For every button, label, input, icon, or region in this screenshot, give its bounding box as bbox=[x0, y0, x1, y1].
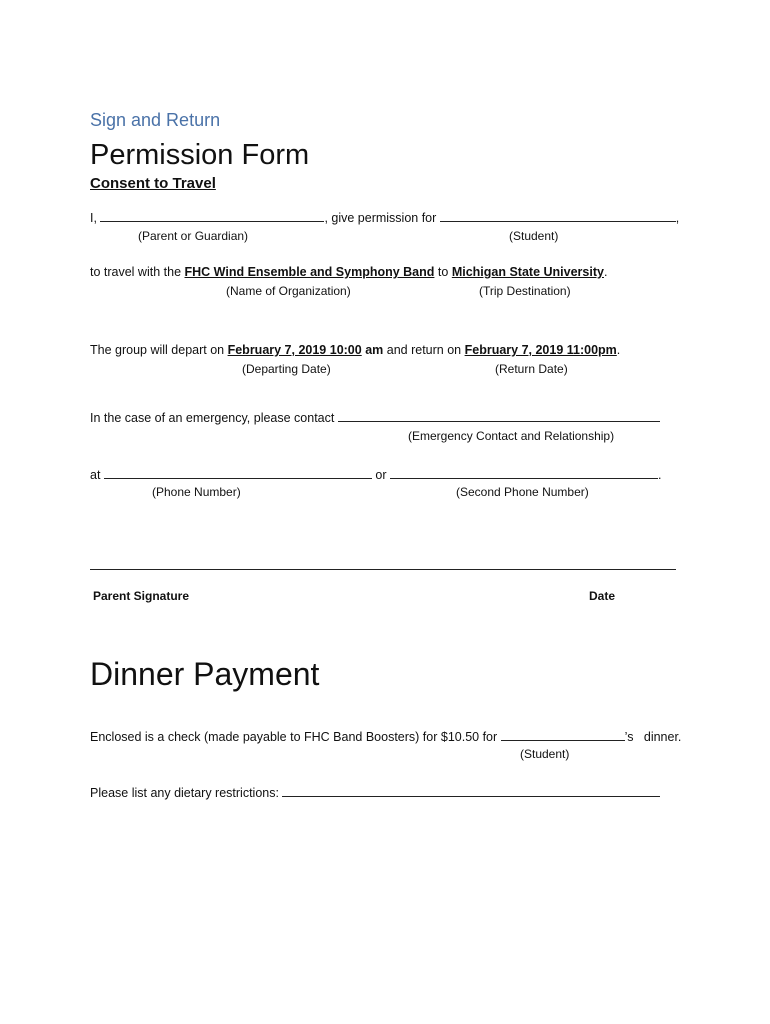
phone-number-field[interactable] bbox=[104, 466, 372, 479]
dietary-restrictions-field[interactable] bbox=[282, 784, 660, 797]
destination-value: Michigan State University bbox=[451, 265, 604, 279]
second-phone-label: (Second Phone Number) bbox=[456, 485, 589, 499]
destination-label: (Trip Destination) bbox=[479, 284, 571, 298]
student-name-field[interactable] bbox=[440, 209, 676, 222]
text-fragment: at bbox=[90, 468, 101, 482]
emergency-contact-field[interactable] bbox=[338, 409, 660, 422]
return-date-value: February 7, 2019 11:00pm bbox=[464, 343, 617, 357]
text-fragment: , bbox=[675, 211, 680, 225]
text-fragment: to bbox=[437, 265, 449, 279]
dinner-student-label: (Student) bbox=[520, 747, 570, 761]
departing-date-label: (Departing Date) bbox=[242, 362, 331, 376]
emergency-line bbox=[90, 409, 660, 425]
text-fragment: to travel with the bbox=[90, 265, 182, 279]
organization-value: FHC Wind Ensemble and Symphony Band bbox=[184, 265, 435, 279]
text-fragment: In the case of an emergency, please contact bbox=[90, 411, 335, 425]
form-subtitle: Sign and Return bbox=[90, 110, 221, 130]
date-label: Date bbox=[589, 589, 616, 603]
parent-signature-label: Parent Signature bbox=[93, 589, 190, 603]
depart-line bbox=[90, 343, 620, 357]
permission-line bbox=[90, 209, 679, 225]
parent-guardian-label: (Parent or Guardian) bbox=[138, 229, 249, 243]
student-label: (Student) bbox=[509, 229, 559, 243]
dietary-line bbox=[90, 784, 660, 800]
dinner-check-line bbox=[90, 728, 681, 744]
return-date-label: (Return Date) bbox=[495, 362, 568, 376]
phone-line bbox=[90, 466, 662, 482]
text-fragment: Please list any dietary restrictions: bbox=[90, 786, 279, 800]
text-fragment: The group will depart on bbox=[90, 343, 225, 357]
text-fragment: or bbox=[375, 468, 387, 482]
second-phone-field[interactable] bbox=[390, 466, 658, 479]
emergency-contact-label: (Emergency Contact and Relationship) bbox=[408, 429, 615, 443]
text-fragment: . bbox=[603, 265, 608, 279]
departing-ampm: am bbox=[365, 343, 384, 357]
text-fragment: Enclosed is a check (made payable to FHC Band Boosters) for $10.50 for bbox=[90, 730, 498, 744]
departing-date-value: February 7, 2019 10:00 bbox=[227, 343, 362, 357]
phone-number-label: (Phone Number) bbox=[152, 485, 241, 499]
parent-name-field[interactable] bbox=[100, 209, 324, 222]
dinner-student-field[interactable] bbox=[501, 728, 625, 741]
text-fragment: . bbox=[616, 343, 621, 357]
text-fragment: . bbox=[658, 468, 662, 482]
signature-line[interactable] bbox=[90, 569, 676, 570]
organization-label: (Name of Organization) bbox=[226, 284, 351, 298]
section-heading: Consent to Travel bbox=[90, 175, 216, 192]
text-fragment: , give permission for bbox=[324, 211, 437, 225]
text-fragment: ’s dinner. bbox=[624, 730, 682, 744]
text-fragment: I, bbox=[90, 211, 97, 225]
travel-line bbox=[90, 265, 607, 279]
dinner-payment-heading: Dinner Payment bbox=[90, 656, 320, 692]
form-title: Permission Form bbox=[90, 139, 310, 171]
text-fragment: and return on bbox=[386, 343, 462, 357]
